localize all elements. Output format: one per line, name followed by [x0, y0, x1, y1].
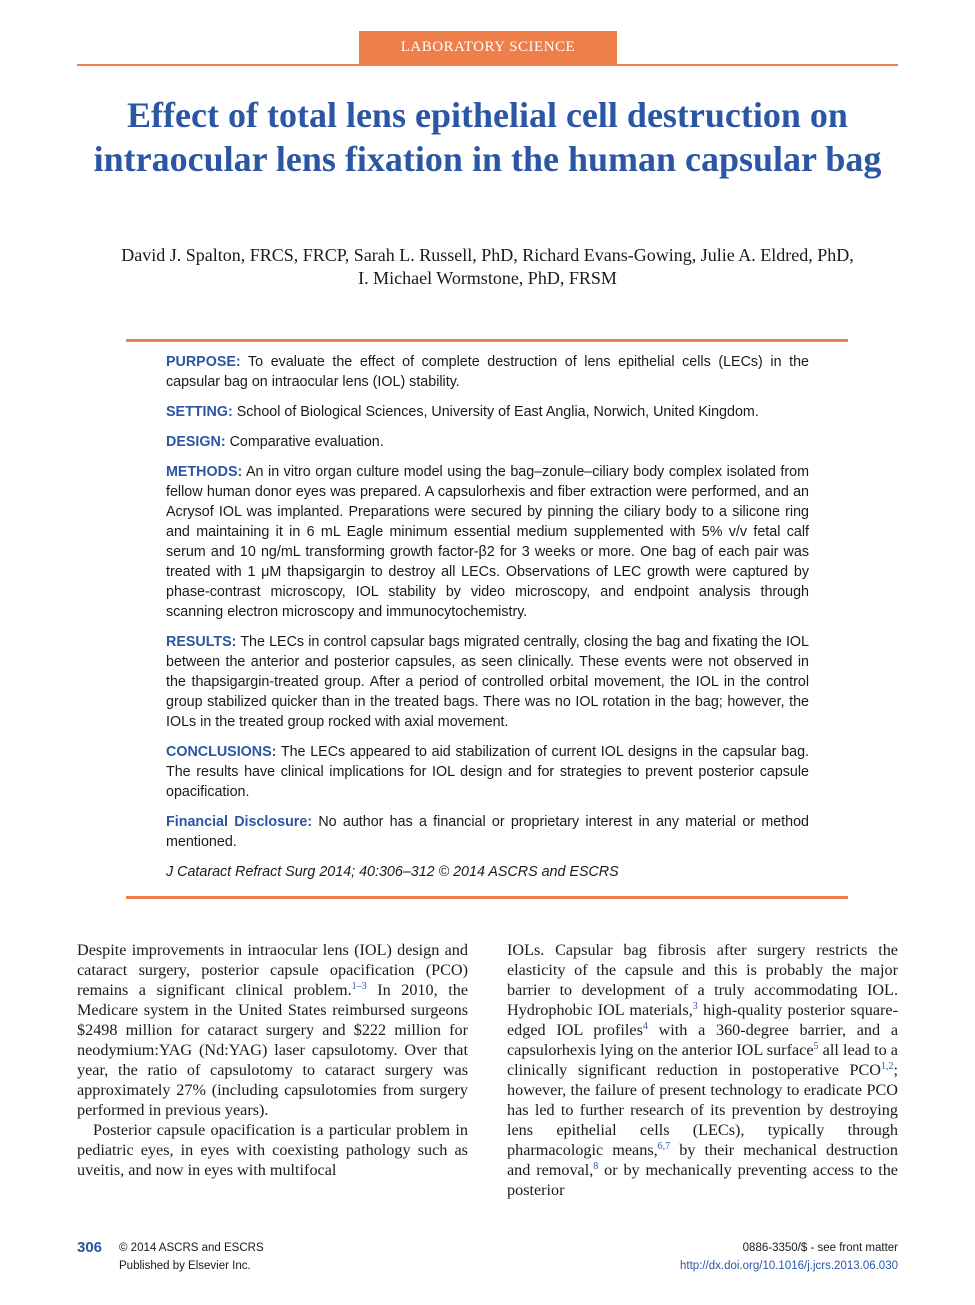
setting-label: SETTING:	[166, 404, 233, 420]
body-column-right	[507, 940, 898, 1200]
results-text: The LECs in control capsular bags migrated centrally, closing the bag and fixating the IOL between the anterior and posterior capsules, as seen clinically. These events were not observed in the thapsigargin-treated group. After a period of controlled orbital movement, the IOL in the control group stabilized quicker than in the treated bags. There was no IOL rotation in the bag; however, the IOLs in the treated group rocked with axial movement.	[166, 634, 809, 730]
authors-line-1: David J. Spalton, FRCS, FRCP, Sarah L. Russell, PhD, Richard Evans-Gowing, Julie A. Eldred, PhD,	[121, 245, 854, 265]
body-text: or by mechanically preventing access to the posterior	[507, 1161, 898, 1199]
conclusions-label: CONCLUSIONS:	[166, 744, 277, 760]
design-label: DESIGN:	[166, 434, 226, 450]
article-title: Effect of total lens epithelial cell destruction on intraocular lens fixation in the human capsular bag	[93, 95, 882, 179]
footer-publisher: Published by Elsevier Inc.	[119, 1260, 251, 1272]
body-text: by their mechanical destruction and removal,	[507, 1141, 898, 1179]
reference-link[interactable]: 4	[642, 1021, 648, 1032]
body-paragraph	[507, 940, 898, 1200]
body-paragraph: Posterior capsule opacification is a particular problem in pediatric eyes, in eyes with coexisting pathology such as uveitis, and now in eyes with multifocal	[77, 1121, 468, 1179]
purpose-label: PURPOSE:	[166, 354, 241, 370]
journal-citation: J Cataract Refract Surg 2014; 40:306–312 © 2014 ASCRS and ESCRS	[166, 864, 619, 880]
abstract-design	[166, 432, 809, 452]
authors-line-2: I. Michael Wormstone, PhD, FRSM	[358, 268, 617, 288]
body-text: IOLs. Capsular bag fibrosis after surgery restricts the elasticity of the capsule and this is probably the major barrier to development of a truly accommodating IOL. Hydrophobic IOL materials,	[507, 941, 898, 1019]
conclusions-text: The LECs appeared to aid stabilization of current IOL designs in the capsular bag. The results have clinical implications for IOL design and for strategies to prevent posterior capsule opacification.	[166, 744, 810, 800]
reference-link[interactable]: 1,2	[881, 1061, 894, 1072]
reference-link[interactable]: 5	[813, 1041, 819, 1052]
body-text: high-quality posterior square-edged IOL profiles	[507, 1001, 898, 1039]
disclosure-label: Financial Disclosure:	[166, 814, 313, 830]
body-text: In 2010, the Medicare system in the United States reimbursed surgeons $2498 million for cataract surgery and $222 million for neodymium:YAG (Nd:YAG) laser capsulotomy. Over that year, the ratio of capsulotomy to cataract surgery was approximately 27% (including capsulotomies from surgery performed in previous years).	[77, 981, 469, 1119]
footer-issn: 0886-3350/$ - see front matter	[742, 1242, 898, 1254]
reference-link[interactable]: 6,7	[657, 1141, 671, 1152]
abstract	[166, 352, 809, 892]
disclosure-text: No author has a financial or proprietary interest in any material or method mentioned.	[166, 814, 810, 850]
body-text: ; however, the failure of present technology to eradicate PCO has led to further research of its prevention by destroying lens epithelial cells (LECs), typically through pharmacologic means,	[507, 1061, 898, 1159]
abstract-bottom-rule	[126, 896, 848, 899]
header-divider	[77, 64, 898, 66]
purpose-text: To evaluate the effect of complete destruction of lens epithelial cells (LECs) in the capsular bag on intraocular lens (IOL) stability.	[166, 354, 809, 390]
abstract-setting	[166, 402, 809, 422]
abstract-conclusions	[166, 742, 809, 802]
body-paragraph	[77, 940, 468, 1120]
abstract-purpose	[166, 352, 809, 392]
design-text: Comparative evaluation.	[229, 434, 384, 450]
abstract-top-rule	[126, 339, 848, 342]
reference-link[interactable]: 3	[692, 1001, 698, 1012]
methods-text: An in vitro organ culture model using the bag–zonule–ciliary body complex isolated from fellow human donor eyes was prepared. A capsulorhexis and fiber extraction were performed, and an Acrysof IOL was implanted. Preparations were secured by pinning the ciliary body to a silicone ring and maintaining it in 6 mL Eagle minimum essential medium supplemented with 5% v/v fetal calf serum and 10 ng/mL transforming growth factor-β2 for 3 weeks or more. One bag of each pair was treated with 1 μM thapsigargin to destroy all LECs. Observations of LEC growth were captured by phase-contrast microscopy, IOL stability by video microscopy, and endpoint analysis through scanning electron microscopy and immunocytochemistry.	[166, 464, 810, 620]
setting-text: School of Biological Sciences, University of East Anglia, Norwich, United Kingdom.	[236, 404, 759, 420]
footer-copyright: © 2014 ASCRS and ESCRS	[119, 1242, 264, 1254]
abstract-results	[166, 632, 809, 732]
author-list	[77, 244, 898, 290]
reference-link[interactable]: 8	[593, 1161, 599, 1172]
reference-link[interactable]: 1–3	[351, 981, 367, 992]
abstract-disclosure	[166, 812, 809, 852]
body-text: all lead to a clinically significant reduction in postoperative PCO	[507, 1041, 898, 1079]
doi-link[interactable]: http://dx.doi.org/10.1016/j.jcrs.2013.06.030	[679, 1260, 898, 1272]
results-label: RESULTS:	[166, 634, 237, 650]
body-text: with a 360-degree barrier, and a capsulorhexis lying on the anterior IOL surface	[507, 1021, 898, 1059]
page-footer	[77, 1238, 898, 1278]
page-number: 306	[77, 1239, 103, 1256]
body-text: Despite improvements in intraocular lens (IOL) design and cataract surgery, posterior capsule opacification (PCO) remains a significant clinical problem.	[77, 941, 468, 999]
body-column-left	[77, 940, 468, 1180]
section-tag: LABORATORY SCIENCE	[359, 31, 617, 64]
abstract-methods	[166, 462, 809, 622]
methods-label: METHODS:	[166, 464, 243, 480]
